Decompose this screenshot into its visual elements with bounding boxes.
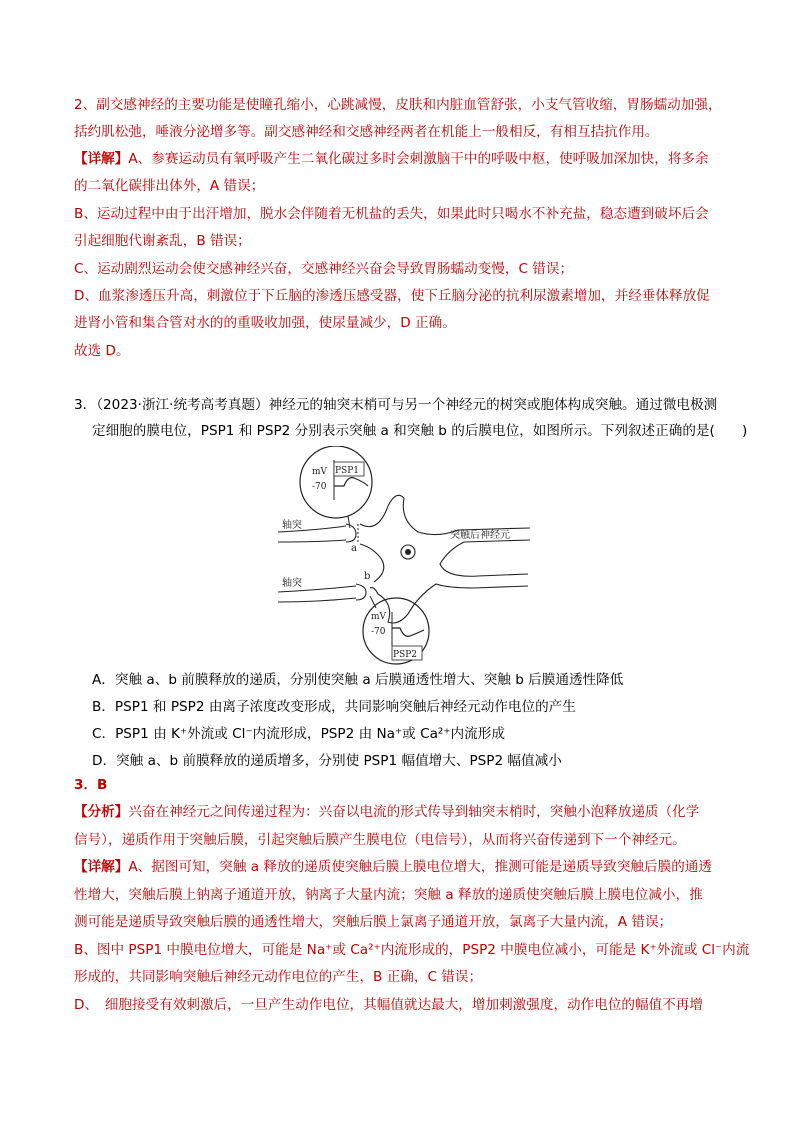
text-line: 形成的，共同影响突触后神经元动作电位的产生，B 正确，C 错误； bbox=[74, 969, 483, 985]
text-line: D、血浆渗透压升高，刺激位于下丘脑的渗透压感受器，使下丘脑分泌的抗利尿激素增加，并经垂体释放促 bbox=[74, 288, 710, 304]
psp2-label: PSP2 bbox=[393, 650, 418, 660]
post-neuron-label: 突触后神经元 bbox=[450, 530, 510, 541]
v70-label: -70 bbox=[371, 627, 386, 637]
text-line: B、运动过程中由于出汗增加，脱水会伴随着无机盐的丢失，如果此时只喝水不补充盐，稳态遭到破坏后会 bbox=[74, 206, 709, 222]
v70-label: -70 bbox=[312, 482, 327, 492]
text-line: 性增大，突触后膜上钠离子通道开放，钠离子大量内流；突触 a 释放的递质使突触后膜上膜电位减小，推 bbox=[74, 887, 703, 903]
synapse-figure bbox=[278, 446, 530, 666]
text-line: 括约肌松弛，唾液分泌增多等。副交感神经和交感神经两者在机能上一般相反，有相互拮抗作用。 bbox=[74, 124, 659, 140]
text-line: 的二氧化碳排出体外，A 错误； bbox=[74, 178, 265, 194]
axon-label-upper: 轴突 bbox=[282, 520, 302, 531]
mv-label: mV bbox=[371, 612, 387, 622]
synapse-b-label: b bbox=[364, 571, 371, 582]
detail-tag: 【详解】 bbox=[74, 859, 129, 875]
axon-label-lower: 轴突 bbox=[282, 578, 302, 589]
detail-text: A、据图可知，突触 a 释放的递质使突触后膜上膜电位增大，推测可能是递质导致突触后膜的通透 bbox=[128, 859, 712, 875]
question-stem: 定细胞的膜电位，PSP1 和 PSP2 分别表示突触 a 和突触 b 的后膜电位，如图所示。下列叙述正确的是( ) bbox=[92, 423, 748, 439]
text-line: 2、副交感神经的主要功能是使瞳孔缩小，心跳减慢，皮肤和内脏血管舒张，小支气管收缩，胃肠蠕动加强， bbox=[74, 97, 722, 113]
text-line: 测可能是递质导致突触后膜的通透性增大，突触后膜上氯离子通道开放，氯离子大量内流，A 错误； bbox=[74, 914, 673, 930]
analysis-text: 兴奋在神经元之间传递过程为：兴奋以电流的形式传导到轴突末梢时，突触小泡释放递质（化学 bbox=[128, 804, 700, 820]
text-line: 故选 D。 bbox=[74, 343, 130, 359]
text-line: 进肾小管和集合管对水的的重吸收加强，使尿量减少，D 正确。 bbox=[74, 315, 456, 331]
mv-label: mV bbox=[312, 467, 328, 477]
text-line: D、 细胞接受有效刺激后，一旦产生动作电位，其幅值就达最大，增加刺激强度，动作电位的幅值不再增 bbox=[74, 997, 703, 1013]
psp1-label: PSP1 bbox=[335, 466, 360, 476]
detail-text: A、参赛运动员有氧呼吸产生二氧化碳过多时会刺激脑干中的呼吸中枢，使呼吸加深加快，将多余 bbox=[128, 151, 709, 167]
text-line bbox=[74, 858, 712, 876]
text-line: B、图中 PSP1 中膜电位增大，可能是 Na⁺或 Ca²⁺内流形成的，PSP2 中膜电位减小，可能是 K⁺外流或 Cl⁻内流 bbox=[74, 942, 750, 958]
question-stem: 3．（2023·浙江·统考高考真题）神经元的轴突末梢可与另一个神经元的树突或胞体构成突触。通过微电极测 bbox=[74, 397, 718, 413]
option-c: C．PSP1 由 K⁺外流或 Cl⁻内流形成，PSP2 由 Na⁺或 Ca²⁺内流形成 bbox=[92, 726, 505, 742]
text-line: 信号），递质作用于突触后膜，引起突触后膜产生膜电位（电信号），从而将兴奋传递到下一个神经元。 bbox=[74, 832, 686, 848]
text-line: C、运动剧烈运动会使交感神经兴奋，交感神经兴奋会导致胃肠蠕动变慢，C 错误； bbox=[74, 261, 574, 277]
text-line: 引起细胞代谢紊乱，B 错误； bbox=[74, 233, 251, 249]
detail-tag: 【详解】 bbox=[74, 151, 129, 167]
text-line bbox=[74, 803, 699, 821]
synapse-a-label: a bbox=[351, 543, 357, 554]
answer: 3．B bbox=[74, 777, 108, 793]
analysis-tag: 【分析】 bbox=[74, 804, 129, 820]
option-b: B．PSP1 和 PSP2 由离子浓度改变形成，共同影响突触后神经元动作电位的产生 bbox=[92, 699, 576, 715]
option-d: D．突触 a、b 前膜释放的递质增多，分别使 PSP1 幅值增大、PSP2 幅值减小 bbox=[92, 753, 562, 769]
option-a: A．突触 a、b 前膜释放的递质，分别使突触 a 后膜通透性增大、突触 b 后膜通透性降低 bbox=[92, 672, 624, 688]
text-line bbox=[74, 150, 709, 168]
